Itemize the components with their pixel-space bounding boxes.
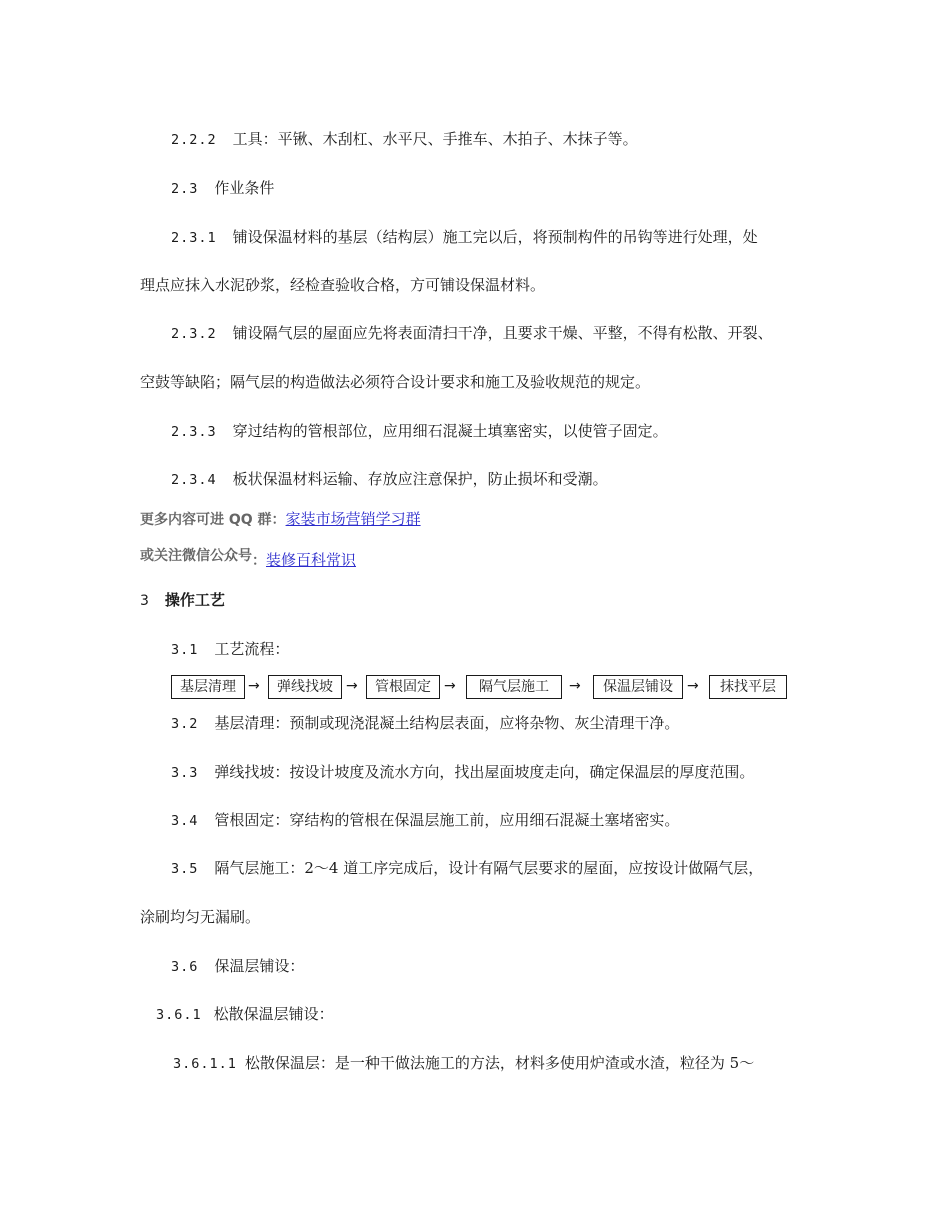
paragraph-text: 工艺流程： (214, 640, 290, 658)
paragraph-3-1 (171, 639, 289, 660)
paragraph-text: 保温层铺设： (214, 957, 305, 975)
section-number: 3.5 (171, 861, 199, 877)
paragraph-2-3-1-continued: 理点应抹入水泥砂浆，经检查验收合格，方可铺设保温材料。 (140, 276, 546, 294)
flow-arrow: → (248, 678, 260, 694)
paragraph-text: 松散保温层铺设： (213, 1005, 334, 1023)
promo-wechat-line (140, 545, 357, 569)
flow-step-leveling-layer: 抹找平层 (709, 675, 787, 699)
flow-step-vapor-barrier: 隔气层施工 (466, 675, 562, 699)
paragraph-2-2-2 (171, 129, 638, 150)
paragraph-2-3-3 (171, 421, 668, 442)
promo-wechat-label: 或关注微信公众号 (140, 548, 252, 564)
flow-arrow: → (569, 678, 581, 694)
paragraph-2-3-2-continued: 空鼓等缺陷；隔气层的构造做法必须符合设计要求和施工及验收规范的规定。 (140, 373, 651, 391)
qq-group-link[interactable]: 家装市场营销学习群 (285, 510, 421, 528)
paragraph-3-6-1 (156, 1004, 334, 1025)
flow-step-pipe-fixing: 管根固定 (366, 675, 440, 699)
paragraph-3-6-1-1 (173, 1053, 754, 1074)
paragraph-text: 弹线找坡：按设计坡度及流水方向，找出屋面坡度走向，确定保温层的厚度范围。 (214, 763, 755, 781)
paragraph-text: 作业条件 (214, 179, 275, 197)
section-number: 2.3 (171, 181, 199, 197)
paragraph-3-5 (171, 858, 763, 879)
paragraph-3-2 (171, 713, 679, 734)
promo-wechat-colon: ： (252, 553, 266, 569)
promo-qq-label: 更多内容可进 QQ 群： (140, 512, 286, 528)
section-number: 3.6.1.1 (173, 1056, 237, 1072)
section-number: 3.4 (171, 813, 199, 829)
paragraph-text: 板状保温材料运输、存放应注意保护，防止损坏和受潮。 (232, 470, 608, 488)
section-3-heading (140, 590, 225, 611)
section-number: 3.6 (171, 959, 199, 975)
flow-step-base-cleaning: 基层清理 (171, 675, 245, 699)
section-number: 3.2 (171, 716, 199, 732)
paragraph-3-3 (171, 762, 754, 783)
paragraph-3-4 (171, 810, 679, 831)
paragraph-3-5-continued: 涂刷均匀无漏刷。 (140, 908, 261, 926)
paragraph-text: 铺设保温材料的基层（结构层）施工完以后，将预制构件的吊钩等进行处理，处 (232, 228, 758, 246)
section-number: 3.6.1 (156, 1007, 202, 1023)
paragraph-2-3-1 (171, 227, 758, 248)
paragraph-text: 隔气层施工：2～4 道工序完成后，设计有隔气层要求的屋面，应按设计做隔气层， (214, 859, 764, 877)
section-number: 2.2.2 (171, 132, 217, 148)
section-number: 3.3 (171, 765, 199, 781)
paragraph-3-6 (171, 956, 304, 977)
paragraph-text: 管根固定：穿结构的管根在保温层施工前，应用细石混凝土塞堵密实。 (214, 811, 680, 829)
wechat-account-link[interactable]: 装修百科常识 (266, 551, 357, 569)
section-number: 2.3.2 (171, 326, 217, 342)
section-title: 操作工艺 (164, 591, 225, 609)
paragraph-2-3-4 (171, 469, 608, 490)
paragraph-text: 穿过结构的管根部位，应用细石混凝土填塞密实，以使管子固定。 (232, 422, 668, 440)
paragraph-text: 松散保温层：是一种干做法施工的方法，材料多使用炉渣或水渣，粒径为 5～ (244, 1054, 755, 1072)
promo-qq-line (140, 509, 421, 530)
section-number: 3 (140, 593, 149, 609)
section-number: 2.3.1 (171, 230, 217, 246)
paragraph-text: 工具：平锹、木刮杠、水平尺、手推车、木拍子、木抹子等。 (232, 130, 638, 148)
paragraph-2-3-2 (171, 323, 773, 344)
flow-arrow: → (444, 678, 456, 694)
section-number: 2.3.4 (171, 472, 217, 488)
paragraph-text: 铺设隔气层的屋面应先将表面清扫干净，且要求干燥、平整，不得有松散、开裂、 (232, 324, 773, 342)
paragraph-text: 基层清理：预制或现浇混凝土结构层表面，应将杂物、灰尘清理干净。 (214, 714, 680, 732)
section-number: 3.1 (171, 642, 199, 658)
paragraph-2-3 (171, 178, 274, 199)
flow-step-insulation-laying: 保温层铺设 (593, 675, 683, 699)
section-number: 2.3.3 (171, 424, 217, 440)
flow-arrow: → (687, 678, 699, 694)
flow-arrow: → (346, 678, 358, 694)
flow-step-line-slope: 弹线找坡 (268, 675, 342, 699)
